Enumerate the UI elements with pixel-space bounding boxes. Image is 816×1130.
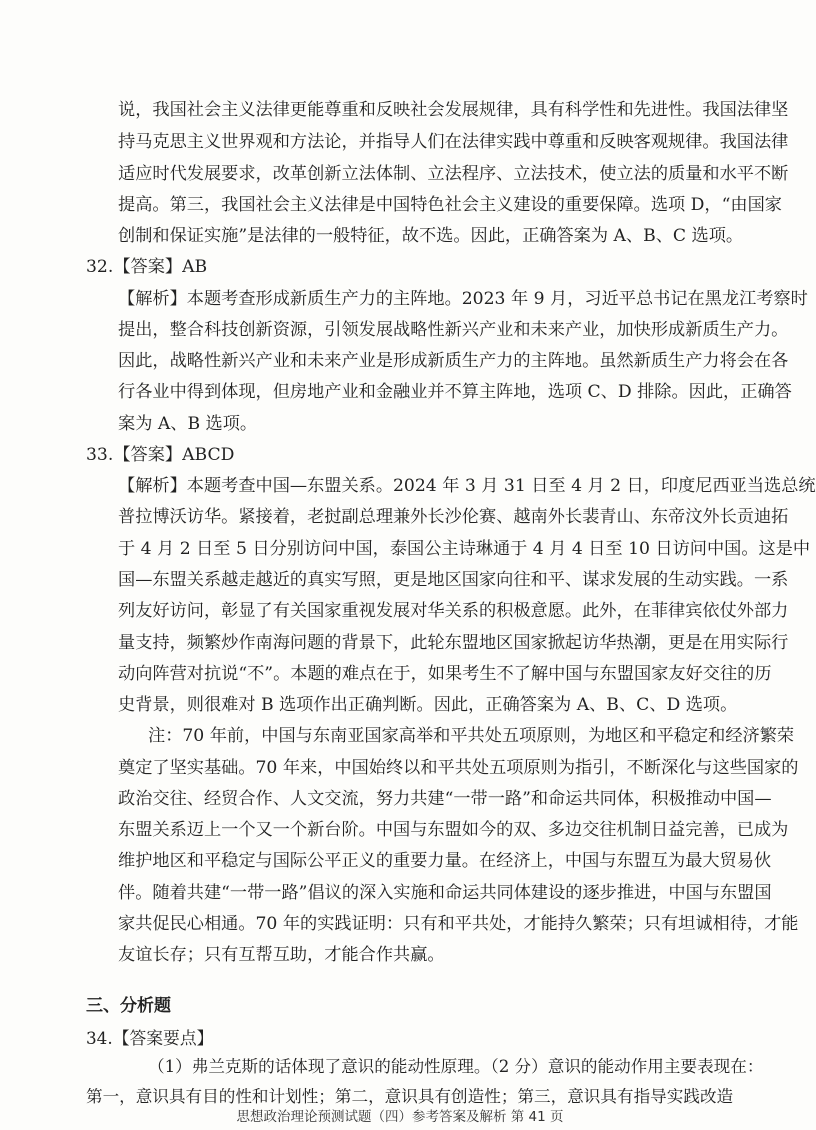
note-line: 伴。随着共建“一带一路”倡议的深入实施和命运共同体建设的逐步推进，中国与东盟国 [118,883,772,903]
section-heading: 三、分析题 [86,996,171,1016]
text-line: 列友好访问，彰显了有关国家重视发展对华关系的积极意愿。此外，在菲律宾依仗外部力 [118,601,789,621]
text-line: 动向阵营对抗说“不”。本题的难点在于，如果考生不了解中国与东盟国家友好交往的历 [118,664,772,684]
text-line: 说，我国社会主义法律更能尊重和反映社会发展规律，具有科学性和先进性。我国法律坚 [118,100,789,120]
note-line: 家共促民心相通。70 年的实践证明：只有和平共处，才能持久繁荣；只有坦诚相待，才能 [118,914,799,934]
q34-line: 第一，意识具有目的性和计划性；第二，意识具有创造性；第三，意识具有指导实践改造 [86,1087,734,1106]
page-footer: 思想政治理论预测试题（四）参考答案及解析 第 41 页 [236,1109,564,1125]
note-line: 注：70 年前，中国与东南亚国家高举和平共处五项原则，为地区和平稳定和经济繁荣 [148,726,795,746]
question-32-answer: 32.【答案】AB [86,257,208,277]
text-line: 提出，整合科技创新资源，引领发展战略性新兴产业和未来产业，加快形成新质生产力。 [118,320,789,340]
question-33-answer: 33.【答案】ABCD [86,445,235,465]
text-line: 于 4 月 2 日至 5 日分别访问中国，泰国公主诗琳通于 4 月 4 日至 10 日访问中国。这是中 [118,539,811,559]
note-line: 维护地区和平稳定与国际公平正义的重要力量。在经济上，中国与东盟互为最大贸易伙 [118,851,772,871]
text-line: 案为 A、B 选项。 [118,414,258,434]
text-line: 量支持，频繁炒作南海问题的背景下，此轮东盟地区国家掀起访华热潮，更是在用实际行 [118,633,789,653]
text-line: 【解析】本题考查中国—东盟关系。2024 年 3 月 31 日至 4 月 2 日，印度尼西亚当选总统 [118,476,816,496]
text-line: 行各业中得到体现，但房地产业和金融业并不算主阵地，选项 C、D 排除。因此，正确答 [118,382,792,402]
note-line: 政治交往、经贸合作、人文交流，努力共建“一带一路”和命运共同体，积极推动中国— [118,789,772,809]
note-line: 奠定了坚实基础。70 年来，中国始终以和平共处五项原则为指引，不断深化与这些国家的 [118,758,799,778]
note-line: 东盟关系迈上一个又一个新台阶。中国与东盟如今的双、多边交往机制日益完善，已成为 [118,820,789,840]
text-line: 国—东盟关系越走越近的真实写照，更是地区国家向往和平、谋求发展的生动实践。一系 [118,570,789,590]
text-line: 因此，战略性新兴产业和未来产业是形成新质生产力的主阵地。虽然新质生产力将会在各 [118,351,789,371]
text-line: 持马克思主义世界观和方法论，并指导人们在法律实践中尊重和反映客观规律。我国法律 [118,132,789,152]
text-line: 创制和保证实施”是法律的一般特征，故不选。因此，正确答案为 A、B、C 选项。 [118,226,744,246]
text-line: 史背景，则很难对 B 选项作出正确判断。因此，正确答案为 A、B、C、D 选项。 [118,695,738,715]
q34-line: （1）弗兰克斯的话体现了意识的能动性原理。（2 分）意识的能动作用主要表现在： [148,1057,764,1076]
text-line: 提高。第三，我国社会主义法律是中国特色社会主义建设的重要保障。选项 D，“由国家 [118,195,782,215]
question-34-answer: 34.【答案要点】 [86,1028,214,1048]
text-line: 【解析】本题考查形成新质生产力的主阵地。2023 年 9 月，习近平总书记在黑龙江考察时 [118,289,808,309]
note-line: 友谊长存；只有互帮互助，才能合作共赢。 [118,945,445,965]
text-line: 普拉博沃访华。紧接着，老挝副总理兼外长沙伦赛、越南外长裴青山、东帝汶外长贡迪拓 [118,507,789,527]
text-line: 适应时代发展要求，改革创新立法体制、立法程序、立法技术，使立法的质量和水平不断 [118,164,789,184]
